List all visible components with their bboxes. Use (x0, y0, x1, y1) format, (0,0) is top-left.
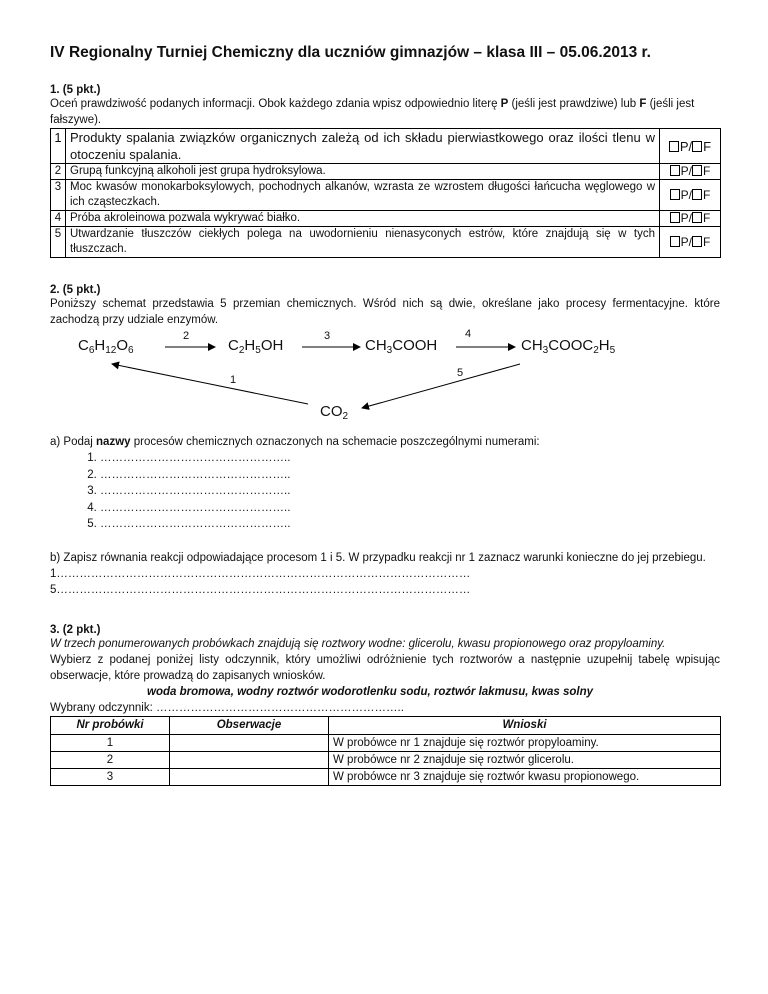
q1-row-3 (51, 180, 721, 211)
reagent-list: woda bromowa, wodny roztwór wodorotlenku sodu, roztwór lakmusu, kwas solny (147, 685, 593, 698)
f-checkbox[interactable] (692, 165, 702, 176)
q3-observation-table (50, 716, 721, 786)
q2b-instruction: b) Zapisz równania reakcji odpowiadające procesom 1 i 5. W przypadku reakcji nr 1 zaznacz warunki konieczne do jej przebiegu. (50, 551, 706, 564)
q1-answer-options: P/ F (660, 180, 721, 211)
test-tube-number: 3 (51, 768, 170, 785)
f-checkbox[interactable] (692, 236, 702, 247)
arrow-5 (362, 364, 520, 408)
reaction-label-5: 5 (457, 367, 464, 379)
observation-cell[interactable] (170, 734, 329, 751)
q3-table-header-row (51, 716, 721, 734)
q2-header: 2. (5 pkt.) (50, 284, 101, 296)
q2-intro: Poniższy schemat przedstawia 5 przemian chemicznych. Wśród nich są dwie, określane jako procesy fermentacyjne. które zachodzą przy udziale enzymów. (50, 298, 720, 326)
q3-intro: W trzech ponumerowanych probówkach znajdują się roztwory wodne: glicerolu, kwasu propionowego oraz propyloaminy. (50, 637, 666, 650)
q1-instruction: Oceń prawdziwość podanych informacji. Obok każdego zdania wpisz odpowiednio literę P (jeśli jest prawdziwe) lub F (jeśli jest fałszywe). (50, 98, 695, 126)
q3-instruction: Wybierz z podanej poniżej listy odczynnik, który umożliwi odróżnienie tych roztworów a następnie uzupełnij tabelę wpisując obserwacje, które prowadzą do zapisanych wniosków. (50, 653, 720, 682)
glucose-formula: $C_6H_{12}O_6$ (78, 337, 134, 356)
q1-answer-options: P/ F (660, 129, 721, 164)
q2a-answer-line-4[interactable]: 4. ………………………………………….. (100, 500, 720, 517)
reaction-label-1: 1 (230, 374, 237, 386)
reaction-label-4: 4 (465, 328, 472, 340)
p-checkbox[interactable] (670, 165, 680, 176)
q1-statement: Grupą funkcyjną alkoholi jest grupa hydroksylowa. (66, 164, 660, 180)
q1-row-number: 3 (51, 180, 66, 211)
q1-row-5 (51, 227, 721, 258)
q1-row-2 (51, 164, 721, 180)
chosen-reagent-line[interactable]: Wybrany odczynnik: ……………………………………………………….. (50, 701, 404, 714)
q2a-answer-list (50, 450, 720, 533)
p-checkbox[interactable] (670, 189, 680, 200)
worksheet-page (50, 44, 720, 786)
col-header-test-tube: Nr probówki (51, 716, 170, 734)
q1-statement: Utwardzanie tłuszczów ciekłych polega na uwodornieniu nienasyconych estrów, które znajdują się w tych tłuszczach. (66, 227, 660, 258)
co2-formula: $CO_2$ (320, 403, 349, 422)
q2a-answer-line-5[interactable]: 5. ………………………………………….. (100, 516, 720, 533)
reaction-label-2: 2 (183, 330, 190, 342)
arrow-1 (112, 364, 308, 404)
observation-cell[interactable] (170, 768, 329, 785)
f-checkbox[interactable] (692, 141, 702, 152)
q1-answer-options: P/ F (660, 211, 721, 227)
ethyl-acetate-formula: $CH_3COOC_2H_5$ (521, 337, 616, 356)
q2b-answer-line-5[interactable]: 5……………………………………………………………………………………………… (50, 583, 471, 596)
q2a-answer-line-2[interactable]: 2. ………………………………………….. (100, 467, 720, 484)
test-tube-number: 1 (51, 734, 170, 751)
f-checkbox[interactable] (692, 189, 702, 200)
p-checkbox[interactable] (670, 212, 680, 223)
acetic-acid-formula: $CH_3COOH$ (365, 337, 438, 356)
q2a-instruction: a) Podaj nazwy procesów chemicznych oznaczonych na schemacie poszczególnymi numerami: (50, 436, 540, 448)
page-title: IV Regionalny Turniej Chemiczny dla uczniów gimnazjów – klasa III – 05.06.2013 r. (50, 44, 651, 61)
q3-table-row-1 (51, 734, 721, 751)
q1-row-number: 1 (51, 129, 66, 164)
q3-header: 3. (2 pkt.) (50, 623, 101, 636)
col-header-conclusions: Wnioski (329, 716, 721, 734)
q1-statement: Próba akroleinowa pozwala wykrywać białko. (66, 211, 660, 227)
q1-answer-options: P/ F (660, 227, 721, 258)
p-checkbox[interactable] (670, 236, 680, 247)
reaction-label-3: 3 (324, 330, 331, 342)
q2a-answer-line-3[interactable]: 3. ………………………………………….. (100, 483, 720, 500)
q3-table-row-2 (51, 751, 721, 768)
q3-table-row-3 (51, 768, 721, 785)
conclusion-cell: W probówce nr 2 znajduje się roztwór glicerolu. (329, 751, 721, 768)
q1-row-number: 2 (51, 164, 66, 180)
ethanol-formula: $C_2H_5OH$ (228, 337, 284, 356)
f-checkbox[interactable] (692, 212, 702, 223)
q2a-answer-line-1[interactable]: 1. ………………………………………….. (100, 450, 720, 467)
q1-row-1 (51, 129, 721, 164)
observation-cell[interactable] (170, 751, 329, 768)
q1-true-false-table (50, 128, 721, 258)
test-tube-number: 2 (51, 751, 170, 768)
conclusion-cell: W probówce nr 1 znajduje się roztwór propyloaminy. (329, 734, 721, 751)
q1-row-4 (51, 211, 721, 227)
q1-row-number: 4 (51, 211, 66, 227)
col-header-observations: Obserwacje (170, 716, 329, 734)
p-checkbox[interactable] (669, 141, 679, 152)
q1-header: 1. (5 pkt.) (50, 84, 101, 96)
q1-answer-options: P/ F (660, 164, 721, 180)
q1-row-number: 5 (51, 227, 66, 258)
conclusion-cell: W probówce nr 3 znajduje się roztwór kwasu propionowego. (329, 768, 721, 785)
q1-statement: Produkty spalania związków organicznych zależą od ich składu pierwiastkowego oraz ilości tlenu w otoczeniu spalania. (66, 129, 660, 164)
q1-statement: Moc kwasów monokarboksylowych, pochodnych alkanów, wzrasta ze wzrostem długości łańcucha węglowego w ich cząsteczkach. (66, 180, 660, 211)
reaction-scheme (50, 328, 720, 428)
q2b-answer-line-1[interactable]: 1……………………………………………………………………………………………… (50, 567, 471, 580)
